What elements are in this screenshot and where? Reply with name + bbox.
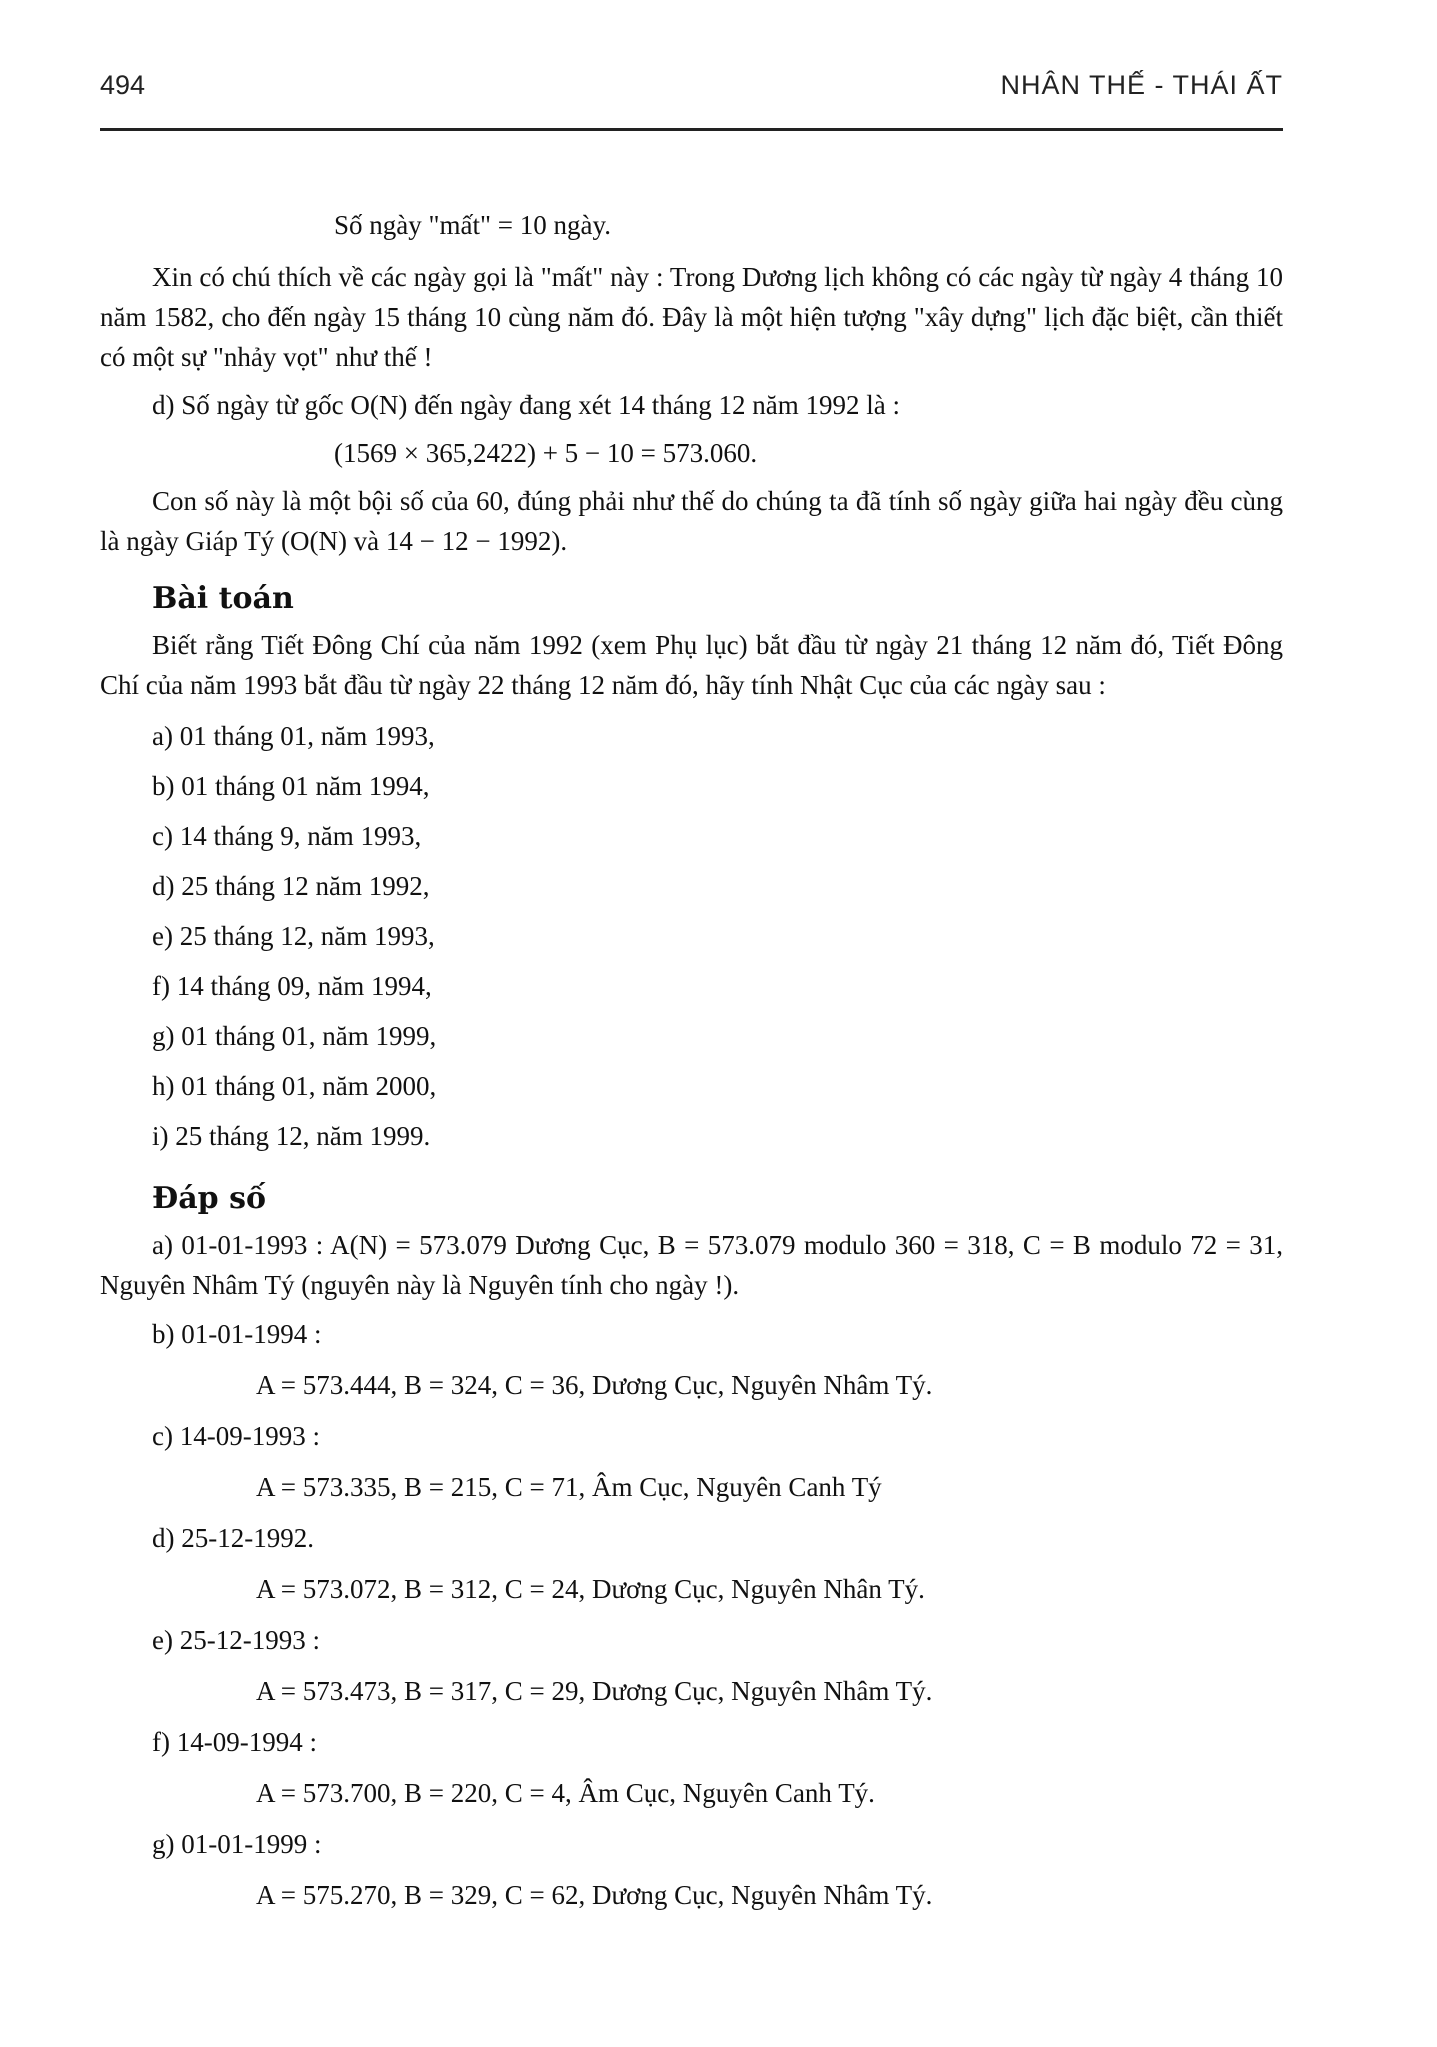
list-item: g) 01 tháng 01, năm 1999, bbox=[152, 1021, 437, 1051]
page-number: 494 bbox=[100, 70, 146, 100]
list-item: a) 01 tháng 01, năm 1993, bbox=[152, 721, 435, 751]
list-item: e) 25 tháng 12, năm 1993, bbox=[152, 921, 435, 951]
answer-label: c) 14-09-1993 : bbox=[152, 1421, 320, 1451]
item-d-line: d) Số ngày từ gốc O(N) đến ngày đang xét 14 tháng 12 năm 1992 là : bbox=[152, 390, 900, 420]
page-header bbox=[100, 70, 1283, 106]
answer-value: A = 573.072, B = 312, C = 24, Dương Cục, Nguyên Nhân Tý. bbox=[256, 1574, 925, 1604]
answer-label: f) 14-09-1994 : bbox=[152, 1727, 317, 1757]
answer-label: d) 25-12-1992. bbox=[152, 1523, 314, 1553]
answer-label: e) 25-12-1993 : bbox=[152, 1625, 320, 1655]
answer-value: A = 573.335, B = 215, C = 71, Âm Cục, Nguyên Canh Tý bbox=[256, 1472, 882, 1502]
page-content bbox=[100, 205, 1283, 1921]
header-rule bbox=[100, 128, 1283, 131]
list-item: h) 01 tháng 01, năm 2000, bbox=[152, 1071, 437, 1101]
list-item: f) 14 tháng 09, năm 1994, bbox=[152, 971, 432, 1001]
answer-label: g) 01-01-1999 : bbox=[152, 1829, 322, 1859]
answer-value: A = 573.700, B = 220, C = 4, Âm Cục, Nguyên Canh Tý. bbox=[256, 1778, 875, 1808]
answer-value: A = 573.473, B = 317, C = 29, Dương Cục, Nguyên Nhâm Tý. bbox=[256, 1676, 933, 1706]
lost-days-line: Số ngày "mất" = 10 ngày. bbox=[334, 210, 611, 240]
conclusion-paragraph: Con số này là một bội số của 60, đúng phải như thế do chúng ta đã tính số ngày giữa hai ngày đều cùng là ngày Giáp Tý (O(N) và 14 − 12 − 1992). bbox=[100, 486, 1283, 556]
note-paragraph: Xin có chú thích về các ngày gọi là "mất" này : Trong Dương lịch không có các ngày từ ngày 4 tháng 10 năm 1582, cho đến ngày 15 tháng 10 cùng năm đó. Đây là một hiện tượng "xây dựng" lịch đặc biệt, cần thiết có một sự "nhảy vọt" như thế ! bbox=[100, 262, 1283, 372]
answer-value: A = 575.270, B = 329, C = 62, Dương Cục, Nguyên Nhâm Tý. bbox=[256, 1880, 933, 1910]
answer-label: b) 01-01-1994 : bbox=[152, 1319, 322, 1349]
list-item: i) 25 tháng 12, năm 1999. bbox=[152, 1121, 431, 1151]
formula-line: (1569 × 365,2422) + 5 − 10 = 573.060. bbox=[334, 438, 758, 468]
answer-value: A = 573.444, B = 324, C = 36, Dương Cục, Nguyên Nhâm Tý. bbox=[256, 1370, 933, 1400]
answer-list bbox=[100, 1309, 1283, 1921]
problem-text: Biết rằng Tiết Đông Chí của năm 1992 (xem Phụ lục) bắt đầu từ ngày 21 tháng 12 năm đó, Tiết Đông Chí của năm 1993 bắt đầu từ ngày 22 tháng 12 năm đó, hãy tính Nhật Cục của các ngày sau : bbox=[100, 630, 1283, 700]
list-item: d) 25 tháng 12 năm 1992, bbox=[152, 871, 430, 901]
answer-a: a) 01-01-1993 : A(N) = 573.079 Dương Cục, B = 573.079 modulo 360 = 318, C = B modulo 72 = 31, Nguyên Nhâm Tý (nguyên này là Nguyên tính cho ngày !). bbox=[100, 1230, 1283, 1300]
problem-list bbox=[100, 711, 1283, 1161]
answer-heading: Đáp số bbox=[152, 1181, 266, 1216]
problem-heading: Bài toán bbox=[152, 581, 294, 616]
running-title: NHÂN THẾ - THÁI ẤT bbox=[1000, 70, 1283, 100]
list-item: c) 14 tháng 9, năm 1993, bbox=[152, 821, 422, 851]
list-item: b) 01 tháng 01 năm 1994, bbox=[152, 771, 430, 801]
